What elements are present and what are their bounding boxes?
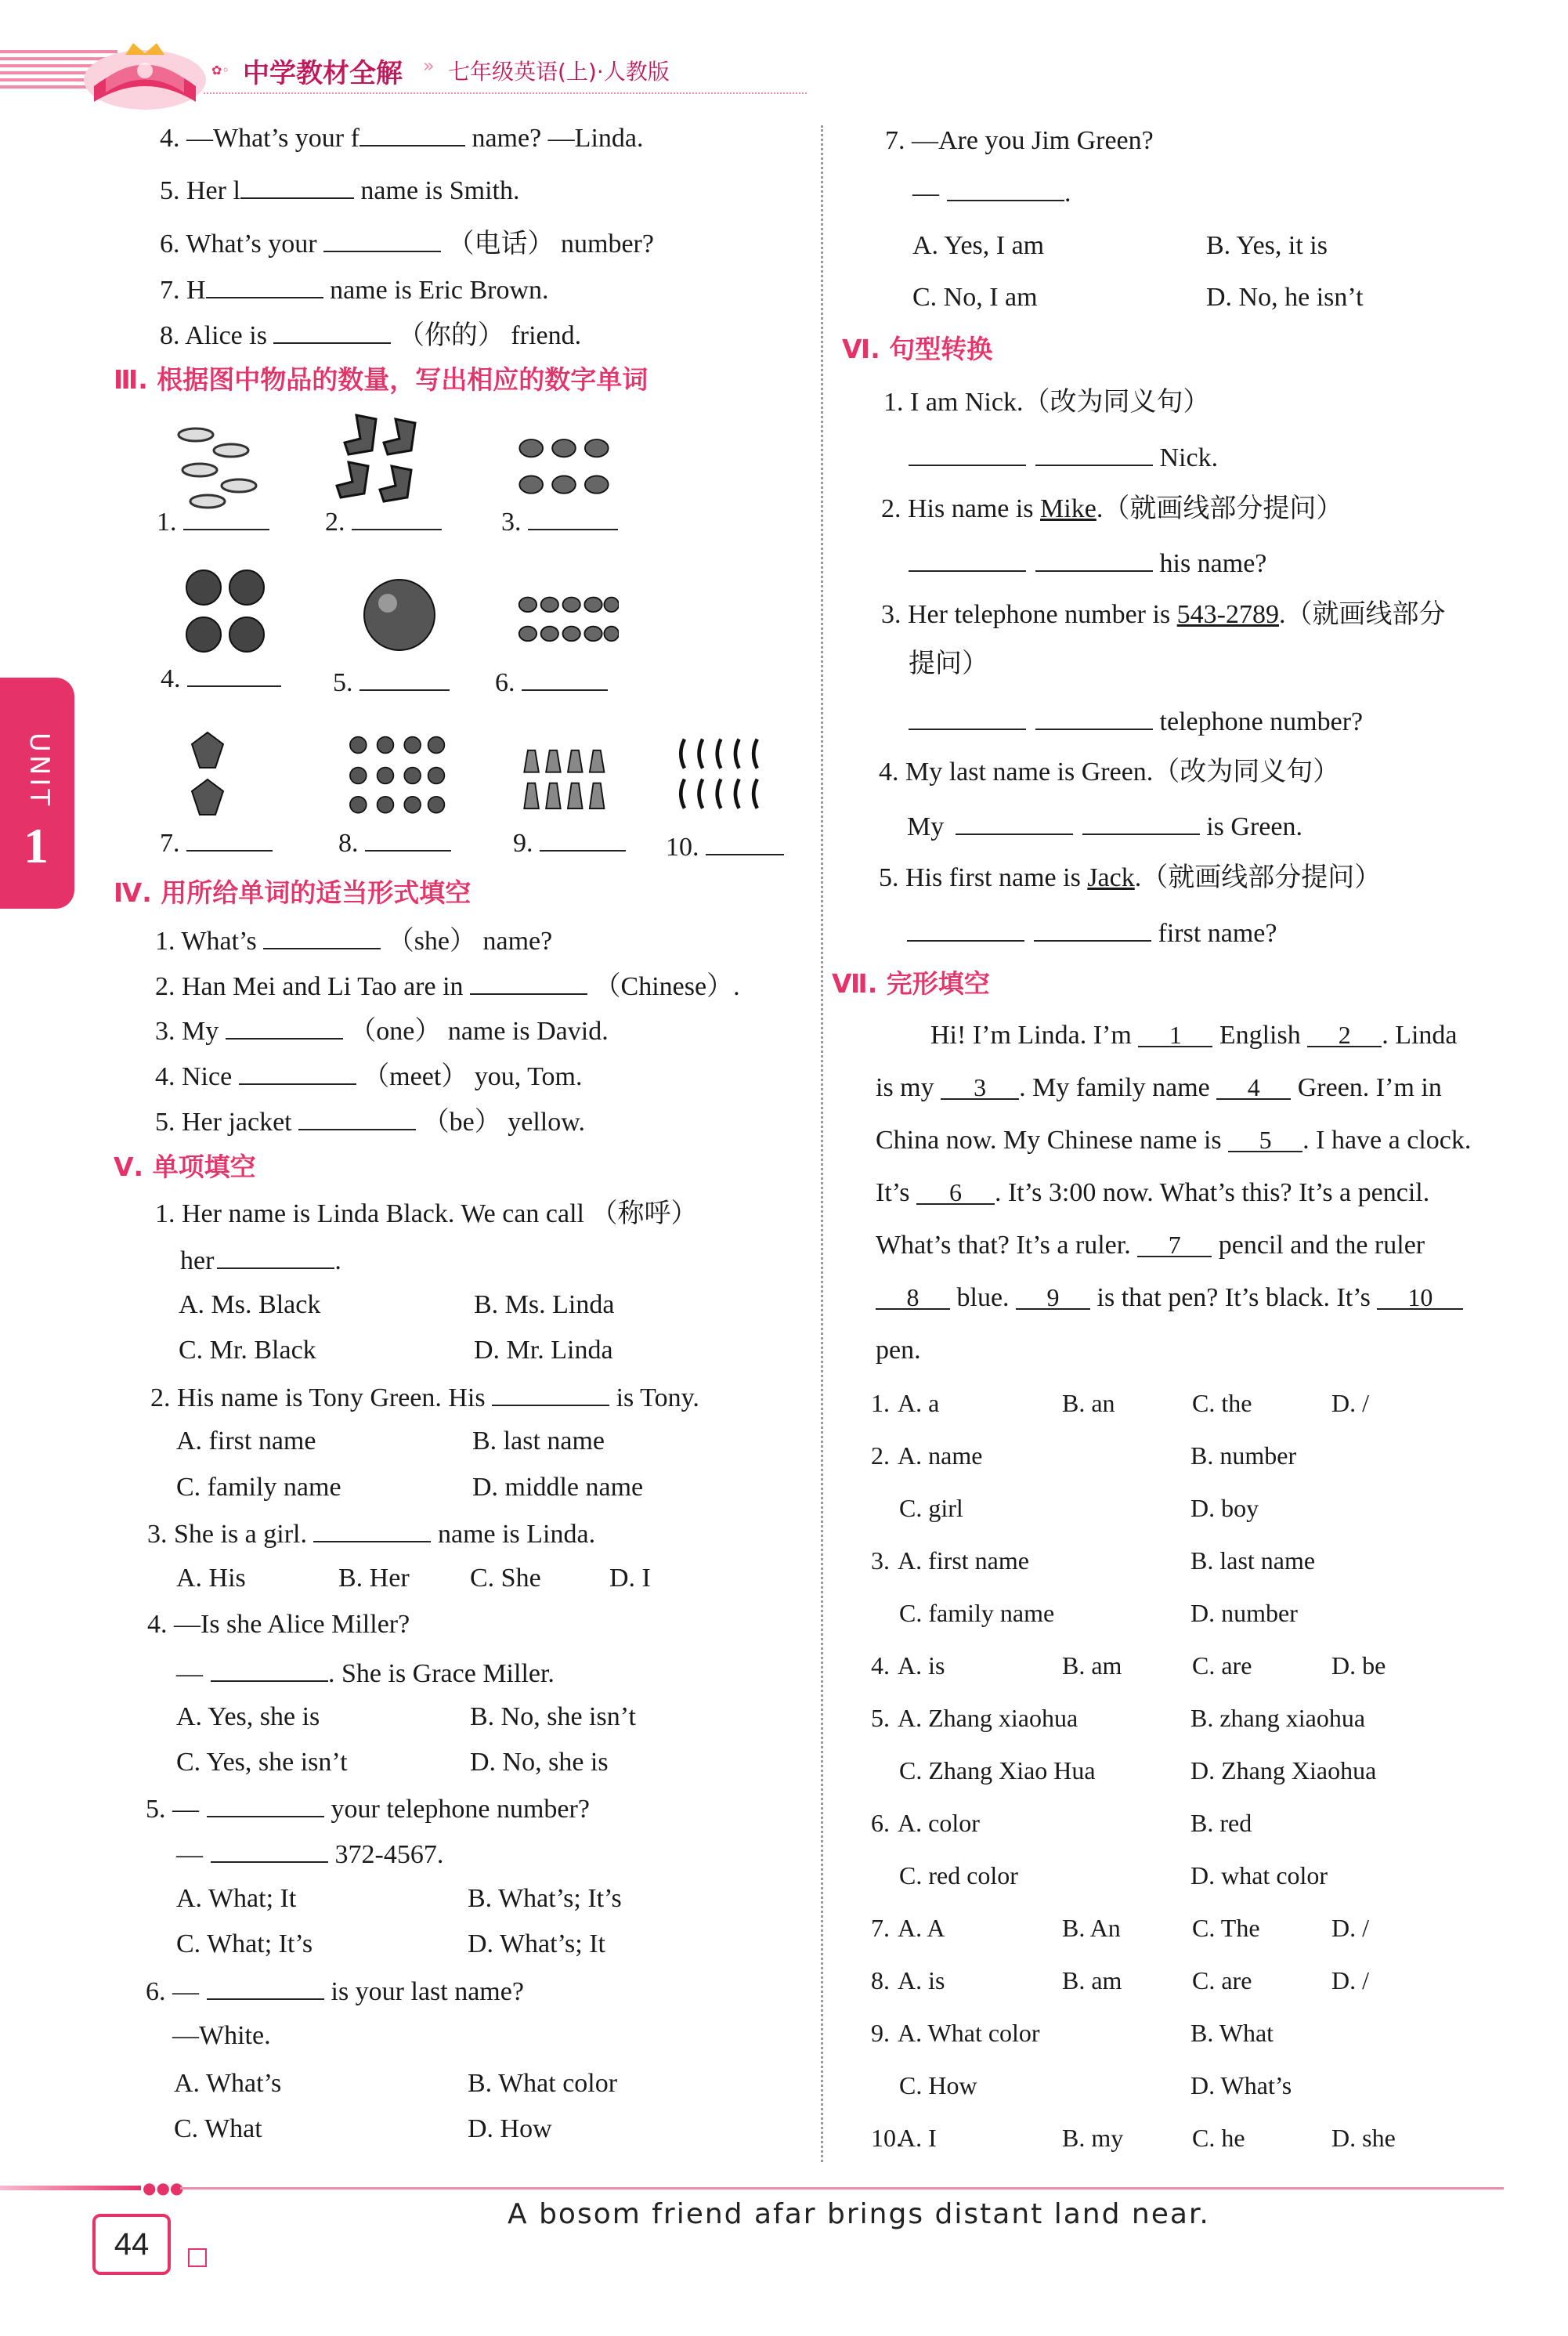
sec6-ans-5: first name? [907,917,1277,949]
option[interactable]: C. What; It’s [176,1929,313,1958]
pepper-icon [674,725,775,826]
answer-blank[interactable] [359,121,465,146]
strawberry-icon [176,725,278,826]
option[interactable]: B. Her [338,1564,410,1593]
sec4-item-5: 5. Her jacket （be） yellow. [155,1105,585,1138]
answer-blank[interactable] [323,227,441,252]
small-square-icon [188,2248,207,2267]
answer-blank[interactable] [1034,917,1151,942]
answer-blank[interactable] [947,176,1064,201]
answer-blank[interactable] [273,319,391,344]
section-7-title: Ⅶ. 完形填空 [832,968,990,999]
cloze-option[interactable]: A. is [898,1651,945,1680]
cloze-question-number: 3. [871,1546,890,1575]
option[interactable]: D. I [609,1564,651,1593]
book-logo-icon [78,31,211,118]
sec6-ans-4: My is Green. [907,810,1302,843]
sec5-q3: 3. She is a girl. name is Linda. [147,1517,595,1550]
answer-blank[interactable] [298,1105,416,1130]
option[interactable]: A. Yes, I am [912,231,1045,260]
q7: 7. —Are you Jim Green? [885,126,1154,155]
cloze-option[interactable]: D. boy [1190,1494,1259,1522]
section-5-title: Ⅴ. 单项填空 [114,1152,256,1182]
passage-line-5: What’s that? It’s a ruler. 7 pencil and the ruler [876,1231,1425,1260]
answer-blank[interactable] [1035,547,1153,572]
option[interactable]: B. What color [468,2069,618,2098]
cloze-blank[interactable]: 3 [941,1075,1019,1100]
answer-blank[interactable] [211,1657,328,1682]
answer-blank[interactable] [359,666,450,691]
option[interactable]: A. What; It [176,1884,297,1913]
section-6-title: Ⅵ. 句型转换 [842,334,993,364]
option[interactable]: D. How [468,2114,552,2143]
cloze-blank[interactable]: 9 [1016,1285,1090,1310]
sec4-item-1: 1. What’s （she） name? [155,924,552,957]
pic-label-3: 3. [501,505,618,538]
cloze-option[interactable]: D. be [1331,1651,1386,1680]
cloze-option[interactable]: D. What’s [1190,2071,1292,2099]
unit-tab [0,678,74,909]
column-divider [821,125,823,2162]
pic-label-5: 5. [333,666,450,699]
cloze-option[interactable]: A. is [898,1966,945,1994]
pic-label-4: 4. [161,662,281,695]
sec4-item-4: 4. Nice （meet） you, Tom. [155,1060,583,1093]
header-underline [204,92,807,94]
cloze-option[interactable]: B. am [1062,1651,1122,1680]
option[interactable]: C. family name [176,1473,341,1502]
option[interactable]: C. Mr. Black [179,1336,316,1365]
cloze-option[interactable]: C. the [1192,1389,1252,1417]
option[interactable]: D. No, she is [470,1748,609,1777]
cloze-question-number: 9. [871,2019,890,2047]
pic-label-8: 8. [338,826,451,859]
sec6-ans-2: his name? [909,547,1266,580]
question-6: 6. What’s your （电话） number? [160,227,654,260]
sec5-q6-line2: —White. [172,2021,271,2050]
apple-icon [176,560,278,662]
cloze-blank[interactable]: 5 [1228,1127,1302,1152]
sec4-item-3: 3. My （one） name is David. [155,1014,609,1047]
answer-blank[interactable] [186,826,273,852]
cloze-blank[interactable]: 1 [1138,1022,1212,1047]
question-7: 7. H name is Eric Brown. [160,273,549,306]
section-4-title: Ⅳ. 用所给单词的适当形式填空 [114,877,471,908]
answer-blank[interactable] [909,705,1026,730]
cloze-option[interactable]: C. he [1192,2124,1245,2152]
option[interactable]: C. She [470,1564,541,1593]
cloze-option[interactable]: A. color [898,1809,980,1837]
answer-blank[interactable] [470,970,587,995]
cloze-option[interactable]: D. what color [1190,1861,1328,1889]
answer-blank[interactable] [239,1060,356,1085]
sec5-q4: 4. —Is she Alice Miller? [147,1610,410,1639]
cloze-question-number: 8. [871,1966,890,1994]
header [0,31,815,102]
cloze-option[interactable]: C. family name [899,1599,1055,1627]
cloze-question-number: 1. [871,1389,890,1417]
option[interactable]: D. What’s; It [468,1929,605,1958]
cloze-blank[interactable]: 7 [1137,1232,1212,1257]
sec4-item-2: 2. Han Mei and Li Tao are in （Chinese）. [155,970,740,1003]
cloze-option[interactable]: A. name [898,1441,983,1470]
answer-blank[interactable] [540,826,626,852]
passage-line-7: pen. [876,1336,921,1365]
cloze-option[interactable]: B. What [1190,2019,1274,2047]
cloze-option[interactable]: A. A [898,1914,945,1942]
cloze-option[interactable]: B. an [1062,1389,1115,1417]
answer-blank[interactable] [365,826,451,852]
header-dots: ✿◦ [211,63,229,78]
sec5-q1-line2: her . [180,1244,341,1277]
sec6-item-5: 5. His first name is Jack.（就画线部分提问） [879,863,1382,892]
answer-blank[interactable] [528,505,618,530]
option[interactable]: D. middle name [472,1473,644,1502]
cloze-question-number: 4. [871,1651,890,1680]
cloze-blank[interactable]: 8 [876,1285,950,1310]
header-subtitle: 七年级英语(上)·人教版 [448,59,670,85]
answer-blank[interactable] [1082,810,1200,835]
question-4: 4. —What’s your f name? —Linda. [160,121,643,154]
cloze-option[interactable]: C. Zhang Xiao Hua [899,1756,1096,1785]
cloze-option[interactable]: A. first name [898,1546,1029,1575]
sec5-q1: 1. Her name is Linda Black. We can call （称呼） [155,1199,698,1228]
cloze-question-number: 6. [871,1809,890,1837]
cloze-option[interactable]: B. zhang xiaohua [1190,1704,1366,1732]
option[interactable]: D. No, he isn’t [1206,283,1364,312]
cloze-option[interactable]: C. How [899,2071,977,2099]
question-5: 5. Her l name is Smith. [160,174,519,207]
sock-icon [333,403,435,505]
cloze-option[interactable]: A. I [898,2124,937,2152]
answer-blank[interactable] [522,666,608,691]
cloze-blank[interactable]: 10 [1377,1285,1463,1310]
answer-blank[interactable] [313,1517,431,1542]
unit-tab-number: 1 [23,818,49,873]
cloze-question-number: 10. [871,2124,902,2152]
option[interactable]: B. Ms. Linda [474,1290,615,1319]
cloze-option[interactable]: D. / [1331,1389,1369,1417]
pic-label-9: 9. [513,826,626,859]
answer-blank[interactable] [706,830,784,855]
answer-blank[interactable] [352,505,442,530]
cloze-option[interactable]: A. Zhang xiaohua [898,1704,1078,1732]
answer-blank[interactable] [207,1975,324,2000]
option[interactable]: B. Yes, it is [1206,231,1328,260]
page-number: 44 [114,2227,150,2262]
cloze-option[interactable]: D. / [1331,1966,1369,1994]
book-title: 中学教材全解 [243,58,403,89]
cloze-option[interactable]: A. a [898,1389,940,1417]
answer-blank[interactable] [187,662,281,687]
radish-icon [517,729,619,830]
cloze-option[interactable]: B. red [1190,1809,1252,1837]
answer-blank[interactable] [909,547,1026,572]
answer-blank[interactable] [183,505,269,530]
option[interactable]: C. What [174,2114,262,2143]
sec5-q6: 6. — is your last name? [146,1975,524,2008]
cloze-option[interactable]: B. number [1190,1441,1297,1470]
option[interactable]: B. No, she isn’t [470,1702,636,1731]
passage-line-2: is my 3 . My family name 4 Green. I’m in [876,1073,1442,1102]
option[interactable]: A. What’s [174,2069,282,2098]
page-number-box [92,2214,171,2275]
cloze-option[interactable]: D. she [1331,2124,1396,2152]
option[interactable]: C. No, I am [912,283,1038,312]
option[interactable]: B. last name [472,1427,605,1455]
passage-line-3: China now. My Chinese name is 5 . I have a clock. [876,1126,1472,1155]
cloze-question-number: 7. [871,1914,890,1942]
cloze-option[interactable]: D. / [1331,1914,1369,1942]
cloze-blank[interactable]: 4 [1216,1075,1291,1100]
footer-line: ●●● [0,2186,1504,2190]
sec6-ans-3: telephone number? [909,705,1363,738]
option[interactable]: D. Mr. Linda [474,1336,613,1365]
answer-blank[interactable] [206,273,323,298]
eggs-icon [517,572,619,674]
cloze-option[interactable]: C. girl [899,1494,963,1522]
pic-label-1: 1. [157,505,269,538]
cloze-option[interactable]: B. am [1062,1966,1122,1994]
chevron-icon: » [423,55,435,77]
question-8: 8. Alice is （你的） friend. [160,319,581,352]
cloze-question-number: 5. [871,1704,890,1732]
answer-blank[interactable] [226,1014,343,1040]
sec6-item-2: 2. His name is Mike.（就画线部分提问） [881,494,1343,523]
pic-label-2: 2. [325,505,442,538]
cloze-option[interactable]: B. An [1062,1914,1121,1942]
answer-blank[interactable] [1035,705,1153,730]
option[interactable]: A. His [176,1564,246,1593]
cloze-blank[interactable]: 2 [1307,1022,1382,1047]
answer-blank[interactable] [492,1381,609,1406]
sec5-q5: 5. — your telephone number? [146,1792,590,1825]
pic-label-7: 7. [160,826,273,859]
answer-blank[interactable] [217,1244,334,1269]
option[interactable]: A. first name [176,1427,316,1455]
answer-blank[interactable] [907,917,1024,942]
leaf-icon [345,725,446,826]
pic-label-10: 10. [666,830,784,863]
sec6-item-3: 3. Her telephone number is 543-2789.（就画线部分 [881,600,1446,629]
pic-label-6: 6. [495,666,608,699]
sec5-q4-line2: — . She is Grace Miller. [176,1657,555,1690]
option[interactable]: B. What’s; It’s [468,1884,622,1913]
answer-blank[interactable] [211,1838,328,1863]
answer-blank[interactable] [263,924,381,949]
cloze-option[interactable]: B. last name [1190,1546,1316,1575]
sec6-item-4: 4. My last name is Green.（改为同义句） [879,758,1340,787]
section-3-title: Ⅲ. 根据图中物品的数量，写出相应的数字单词 [114,364,649,395]
answer-blank[interactable] [909,441,1026,466]
cloze-option[interactable]: B. my [1062,2124,1124,2152]
answer-blank[interactable] [1035,441,1153,466]
cloze-blank[interactable]: 6 [916,1180,995,1205]
cloze-option[interactable]: D. Zhang Xiaohua [1190,1756,1377,1785]
orange-icon [352,564,454,666]
sec6-item-3-line2: 提问） [909,649,988,678]
cloze-option[interactable]: C. The [1192,1914,1260,1942]
cloze-option[interactable]: C. are [1192,1966,1252,1994]
cloze-option[interactable]: D. number [1190,1599,1298,1627]
passage-line-4: It’s 6 . It’s 3:00 now. What’s this? It’s a pencil. [876,1178,1430,1207]
option[interactable]: A. Yes, she is [176,1702,320,1731]
q7-line2: — . [912,176,1071,209]
sec5-q5-line2: — 372-4567. [176,1838,443,1871]
sec6-ans-1: Nick. [909,441,1218,474]
cloze-option[interactable]: C. red color [899,1861,1018,1889]
option[interactable]: A. Ms. Black [179,1290,321,1319]
sec6-item-1: 1. I am Nick.（改为同义句） [883,388,1210,417]
sec5-q2: 2. His name is Tony Green. His is Tony. [150,1381,699,1414]
answer-blank[interactable] [207,1792,324,1817]
cloze-option[interactable]: A. What color [898,2019,1040,2047]
cloze-option[interactable]: C. are [1192,1651,1252,1680]
unit-tab-word: UNIT [23,732,55,809]
answer-blank[interactable] [240,174,354,199]
footer-quote: A bosom friend afar brings distant land near. [508,2198,1210,2230]
option[interactable]: C. Yes, she isn’t [176,1748,348,1777]
answer-blank[interactable] [956,810,1073,835]
passage-line-6: 8 blue. 9 is that pen? It’s black. It’s 10 [876,1282,1463,1314]
passage-line-1: Hi! I’m Linda. I’m 1 English 2 . Linda [930,1021,1458,1050]
cloze-question-number: 2. [871,1441,890,1470]
